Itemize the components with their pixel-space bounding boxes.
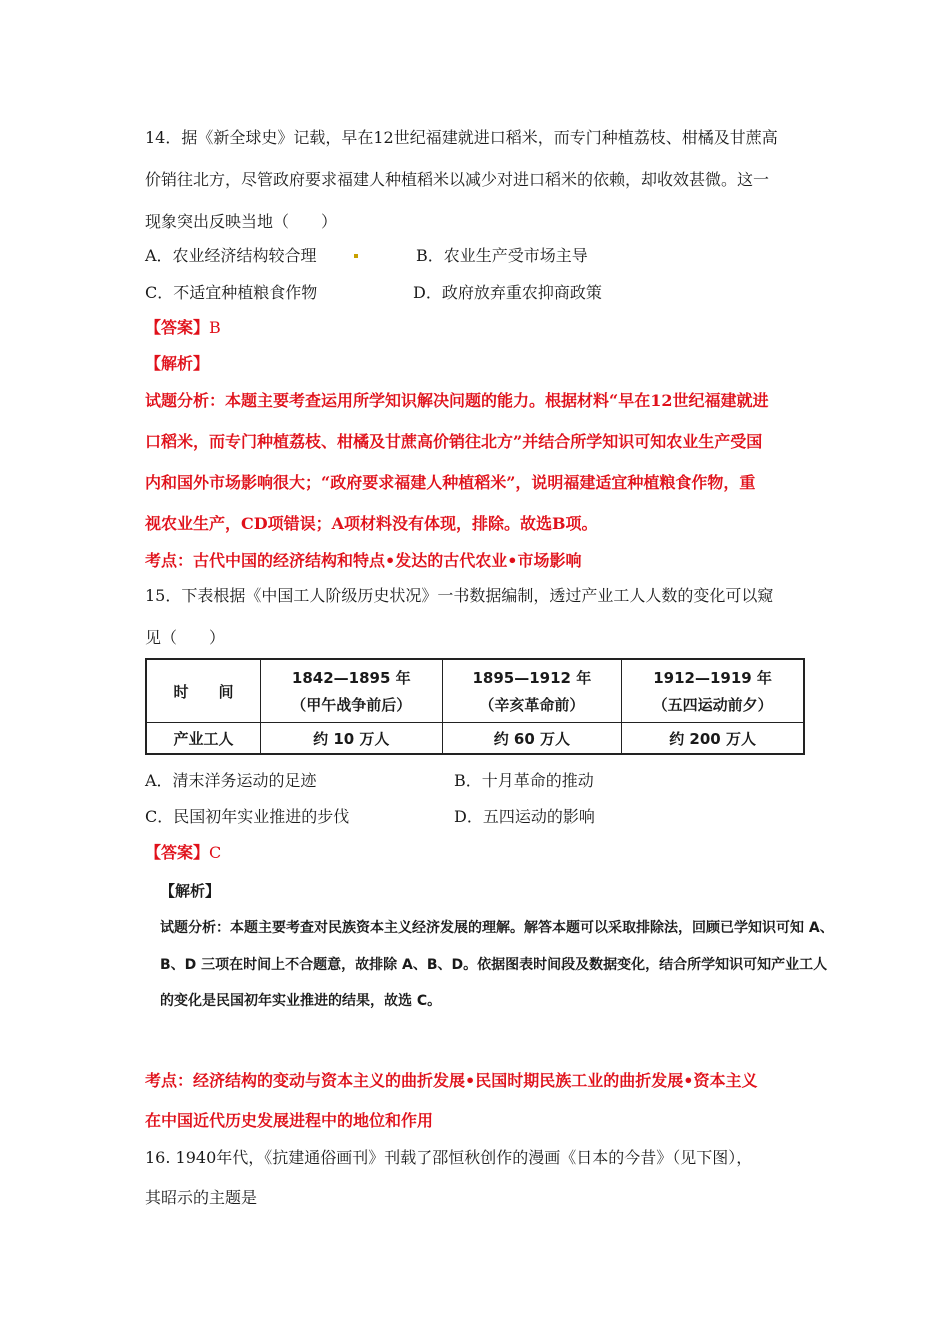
period-2-years: 1895—1912 年 xyxy=(472,669,592,687)
q14-stem-line-2: 价销往北方，尽管政府要求福建人种植稻米以减少对进口稻米的依赖，却收效甚微。这一 xyxy=(145,170,770,189)
q15-kaodian-line-1: 考点：经济结构的变动与资本主义的曲折发展•民国时期民族工业的曲折发展•资本主义 xyxy=(145,1071,758,1090)
q15-stem-line-2: 见（ ） xyxy=(145,628,226,647)
q15-analysis-line-3: 的变化是民国初年实业推进的结果，故选 C。 xyxy=(160,993,442,1009)
q14-stem-line-1: 14．据《新全球史》记载，早在12世纪福建就进口稻米，而专门种植荔枝、柑橘及甘蔗高 xyxy=(145,128,778,147)
q15-analysis-line-1: 试题分析：本题主要考查对民族资本主义经济发展的理解。解答本题可以采取排除法，回顾已学知识可知 A、 xyxy=(160,920,834,936)
q14-option-d: D．政府放弃重农抑商政策 xyxy=(413,283,602,302)
table-cell-value-1: 约 10 万人 xyxy=(261,723,443,755)
q15-option-b: B．十月革命的推动 xyxy=(454,771,594,790)
q15-stem-line-1: 15．下表根据《中国工人阶级历史状况》一书数据编制，透过产业工人人数的变化可以窥 xyxy=(145,586,774,605)
q14-analysis-line-3: 内和国外市场影响很大；“政府要求福建人种植稻米”，说明福建适宜种植粮食作物，重 xyxy=(145,473,756,492)
table-cell-value-3: 约 200 万人 xyxy=(622,723,804,755)
q16-stem-line-2: 其昭示的主题是 xyxy=(145,1188,258,1207)
worker-table xyxy=(145,658,805,755)
table-header-period-2 xyxy=(442,659,622,723)
period-3-event: （五四运动前夕） xyxy=(652,696,773,714)
q14-kaodian: 考点：古代中国的经济结构和特点•发达的古代农业•市场影响 xyxy=(145,551,582,570)
table-cell-value-2: 约 60 万人 xyxy=(442,723,622,755)
q15-analysis-line-2: B、D 三项在时间上不合题意，故排除 A、B、D。依据图表时间段及数据变化，结合所学知识可知产业工人 xyxy=(160,957,828,973)
q14-analysis-line-4: 视农业生产，CD项错误；A项材料没有体现，排除。故选B项。 xyxy=(145,514,598,533)
answer-label: 【答案】 xyxy=(145,843,210,862)
period-2-event: （辛亥革命前） xyxy=(479,696,585,714)
q14-analysis-label: 【解析】 xyxy=(145,354,210,373)
q15-kaodian-line-2: 在中国近代历史发展进程中的地位和作用 xyxy=(145,1111,434,1130)
q14-stem-line-3: 现象突出反映当地（ ） xyxy=(145,212,338,231)
q16-stem-line-1: 16. 1940年代，《抗建通俗画刊》刊载了邵恒秋创作的漫画《日本的今昔》（见下图）， xyxy=(145,1148,753,1167)
q15-option-d: D．五四运动的影响 xyxy=(454,807,595,826)
q15-option-a: A．清末洋务运动的足迹 xyxy=(145,771,317,790)
q14-option-b: B．农业生产受市场主导 xyxy=(416,246,588,265)
q14-analysis-line-2: 口稻米，而专门种植荔枝、柑橘及甘蔗高价销往北方”并结合所学知识可知农业生产受国 xyxy=(145,432,763,451)
q14-option-c: C．不适宜种植粮食作物 xyxy=(145,283,318,302)
q14-option-a: A．农业经济结构较合理 xyxy=(145,246,317,265)
period-1-event: （甲午战争前后） xyxy=(291,696,412,714)
period-3-years: 1912—1919 年 xyxy=(653,669,772,687)
period-1-years: 1842—1895 年 xyxy=(291,669,411,687)
answer-value: B xyxy=(209,318,221,337)
q15-analysis-label: 【解析】 xyxy=(160,882,221,900)
q14-analysis-line-1: 试题分析：本题主要考查运用所学知识解决问题的能力。根据材料“早在12世纪福建就进 xyxy=(145,391,769,410)
table-header-time: 时 间 xyxy=(146,659,261,723)
q14-answer xyxy=(145,317,221,339)
q15-answer xyxy=(145,842,221,864)
q15-option-c: C．民国初年实业推进的步伐 xyxy=(145,807,350,826)
table-header-period-1 xyxy=(261,659,443,723)
answer-label: 【答案】 xyxy=(145,318,210,337)
stray-dot xyxy=(354,254,358,258)
table-row-label: 产业工人 xyxy=(146,723,261,755)
answer-value: C xyxy=(209,843,222,862)
table-header-period-3 xyxy=(622,659,804,723)
